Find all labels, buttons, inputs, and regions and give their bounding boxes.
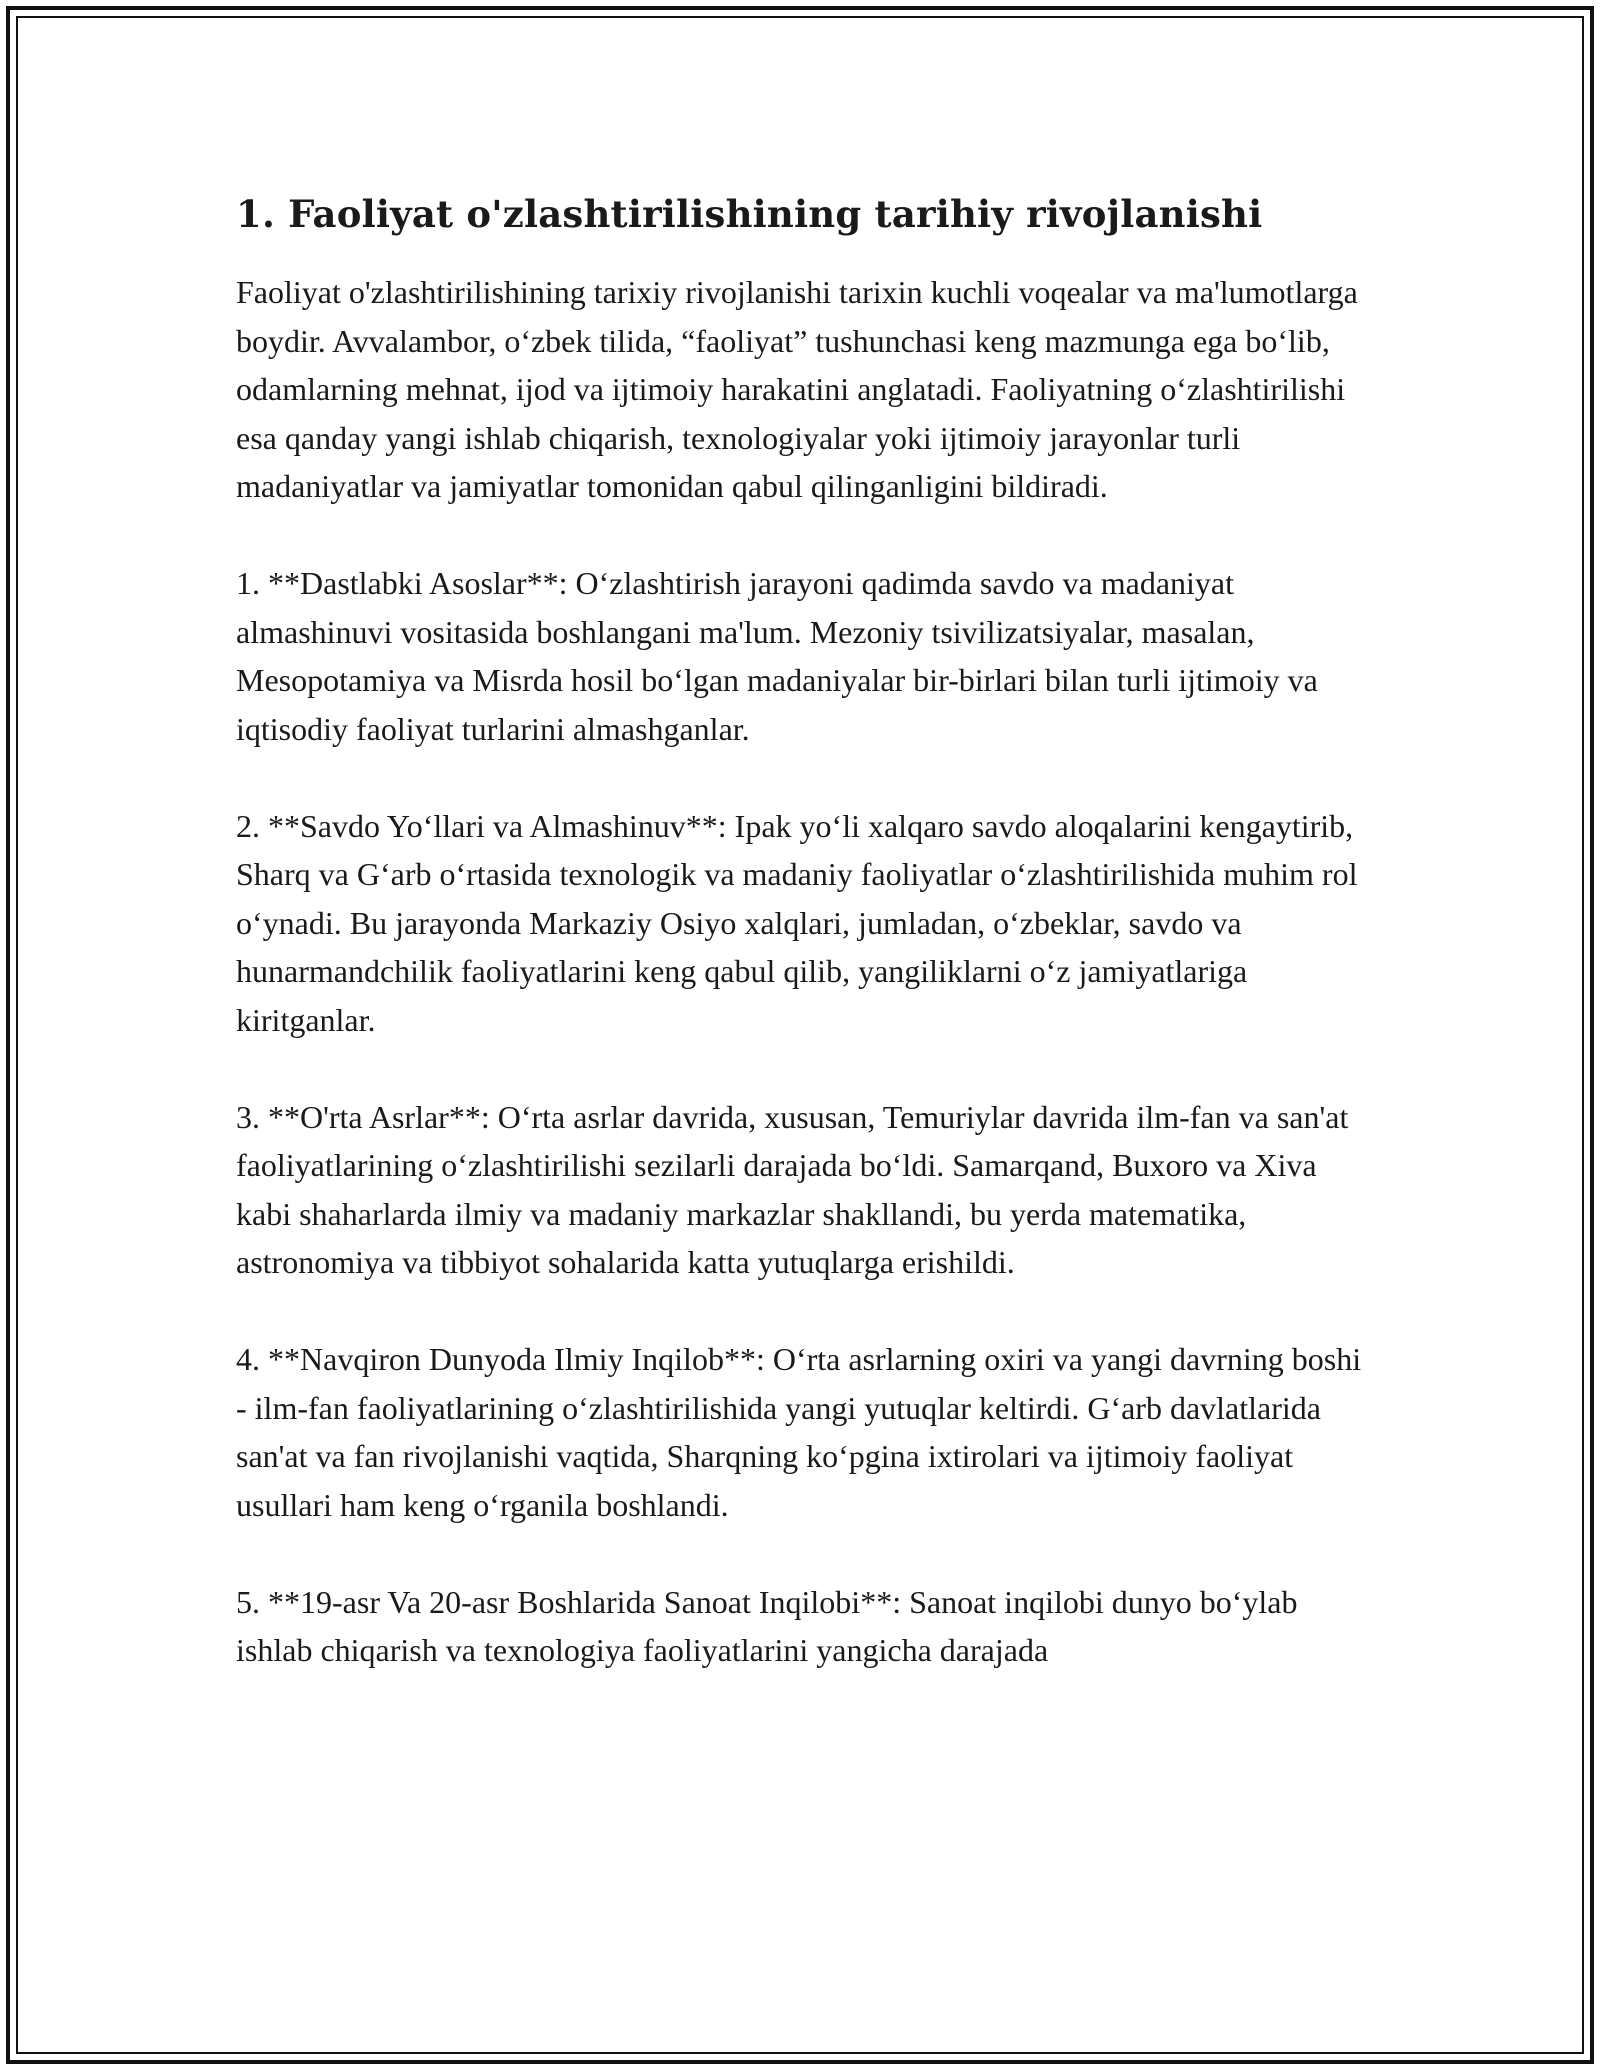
paragraph-intro: Faoliyat o'zlashtirilishining tarixiy rivojlanishi tarixin kuchli voqealar va ma'lumotlarga boydir. Avvalambor, o‘zbek tilida, “faoliyat” tushunchasi keng mazmunga ega bo‘lib, odamlarning mehnat, ijod va ijtimoiy harakatini anglatadi. Faoliyatning o‘zlashtirilishi esa qanday yangi ishlab chiqarish, texnologiyalar yoki ijtimoiy jarayonlar turli madaniyatlar va jamiyatlar tomonidan qabul qilinganligini bildiradi.: [236, 274, 1358, 504]
paragraph-item-5: 5. **19-asr Va 20-asr Boshlarida Sanoat Inqilobi**: Sanoat inqilobi dunyo bo‘ylab ishlab chiqarish va texnologiya faoliyatlarini yangicha darajada: [236, 1583, 1298, 1668]
document-body: [236, 190, 1366, 1723]
paragraph-item-3: 3. **O'rta Asrlar**: O‘rta asrlar davrida, xususan, Temuriylar davrida ilm-fan va san'at faoliyatlarining o‘zlashtirilishi sezilarli darajada bo‘ldi. Samarqand, Buxoro va Xiva kabi shaharlarda ilmiy va madaniy markazlar shakllandi, bu yerda matematika, astronomiya va tibbiyot sohalarida katta yutuqlarga erishildi.: [236, 1098, 1349, 1280]
paragraph-item-1: 1. **Dastlabki Asoslar**: O‘zlashtirish jarayoni qadimda savdo va madaniyat almashinuvi vositasida boshlangani ma'lum. Mezoniy tsivilizatsiyalar, masalan, Mesopotamiya va Misrda hosil bo‘lgan madaniyalar bir-birlari bilan turli ijtimoiy va iqtisodiy faoliyat turlarini almashganlar.: [236, 565, 1318, 747]
paragraph-item-4: 4. **Navqiron Dunyoda Ilmiy Inqilob**: O‘rta asrlarning oxiri va yangi davrning boshi - ilm-fan faoliyatlarining o‘zlashtirilishida yangi yutuqlar keltirdi. G‘arb davlatlarida san'at va fan rivojlanishi vaqtida, Sharqning ko‘pgina ixtirolari va ijtimoiy faoliyat usullari ham keng o‘rganila boshlandi.: [236, 1341, 1362, 1523]
section-title: 1. Faoliyat o'zlashtirilishining tarihiy rivojlanishi: [236, 192, 1263, 236]
paragraph-item-2: 2. **Savdo Yo‘llari va Almashinuv**: Ipak yo‘li xalqaro savdo aloqalarini kengaytirib, Sharq va G‘arb o‘rtasida texnologik va madaniy faoliyatlar o‘zlashtirilishida muhim rol o‘ynadi. Bu jarayonda Markaziy Osiyo xalqlari, jumladan, o‘zbeklar, savdo va hunarmandchilik faoliyatlarini keng qabul qilib, yangiliklarni o‘z jamiyatlariga kiritganlar.: [236, 807, 1358, 1038]
